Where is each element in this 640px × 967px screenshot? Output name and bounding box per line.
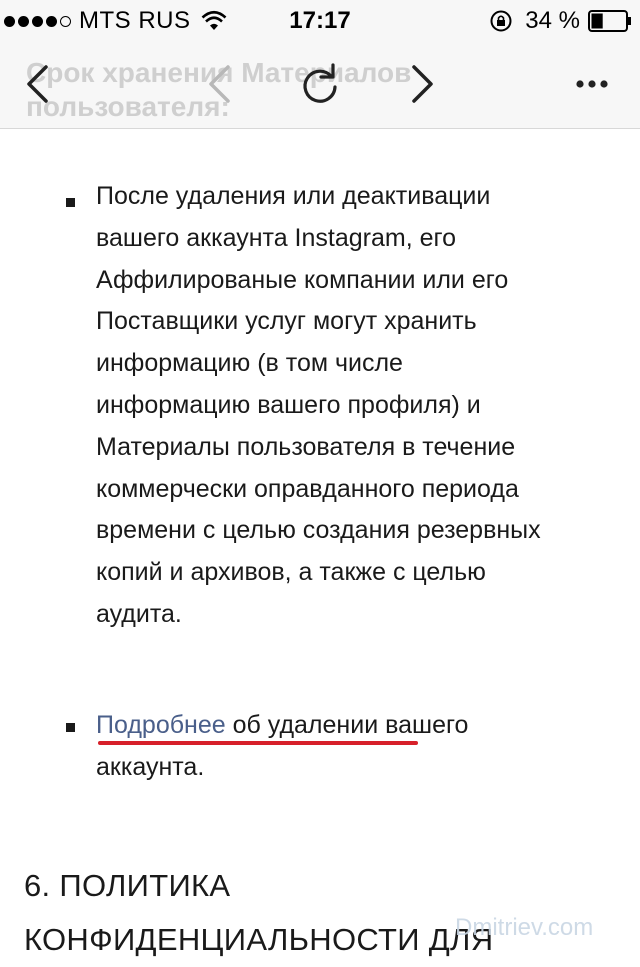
more-button[interactable] <box>568 58 616 110</box>
reload-button[interactable] <box>296 58 344 110</box>
bullet-icon <box>66 198 75 207</box>
close-button[interactable] <box>14 58 62 110</box>
learn-more-link[interactable]: Подробнее <box>96 711 226 739</box>
back-arrow-icon <box>206 64 234 104</box>
chevron-right-icon <box>408 64 436 104</box>
delete-account-text: об удалении вашего аккаунта. <box>96 711 469 781</box>
status-time: 17:17 <box>289 7 351 34</box>
rotation-lock-icon <box>489 9 513 33</box>
battery-icon <box>588 10 632 32</box>
retention-paragraph: После удаления или деактивации вашего аккаунта Instagram, его Аффилированые компании или его Поставщики услуг могут хранить информацию (в том числе информацию вашего профиля) и Материалы пользователя в течение коммерчески оправданного периода времени с целью создания резервных копий и архивов, а также с целью аудита. <box>96 182 541 628</box>
highlight-underline <box>98 741 418 745</box>
chevron-left-icon <box>24 64 52 104</box>
watermark: Dmitriev.com <box>455 914 594 941</box>
faded-heading-line1: Срок хранения Материалов <box>26 57 412 88</box>
forward-button[interactable] <box>398 58 446 110</box>
back-button[interactable] <box>196 58 244 110</box>
status-bar <box>0 0 640 40</box>
carrier-name: MTS RUS <box>79 7 191 34</box>
delete-account-paragraph <box>96 705 546 789</box>
faded-heading-line2: пользователя: <box>26 91 230 122</box>
bullet-icon <box>66 723 75 732</box>
section-heading: 6. ПОЛИТИКА КОНФИДЕНЦИАЛЬНОСТИ ДЛЯ <box>24 868 494 957</box>
reload-icon <box>300 62 340 106</box>
browser-toolbar <box>0 40 640 129</box>
battery-percentage: 34 % <box>525 7 580 34</box>
more-icon <box>575 79 609 89</box>
